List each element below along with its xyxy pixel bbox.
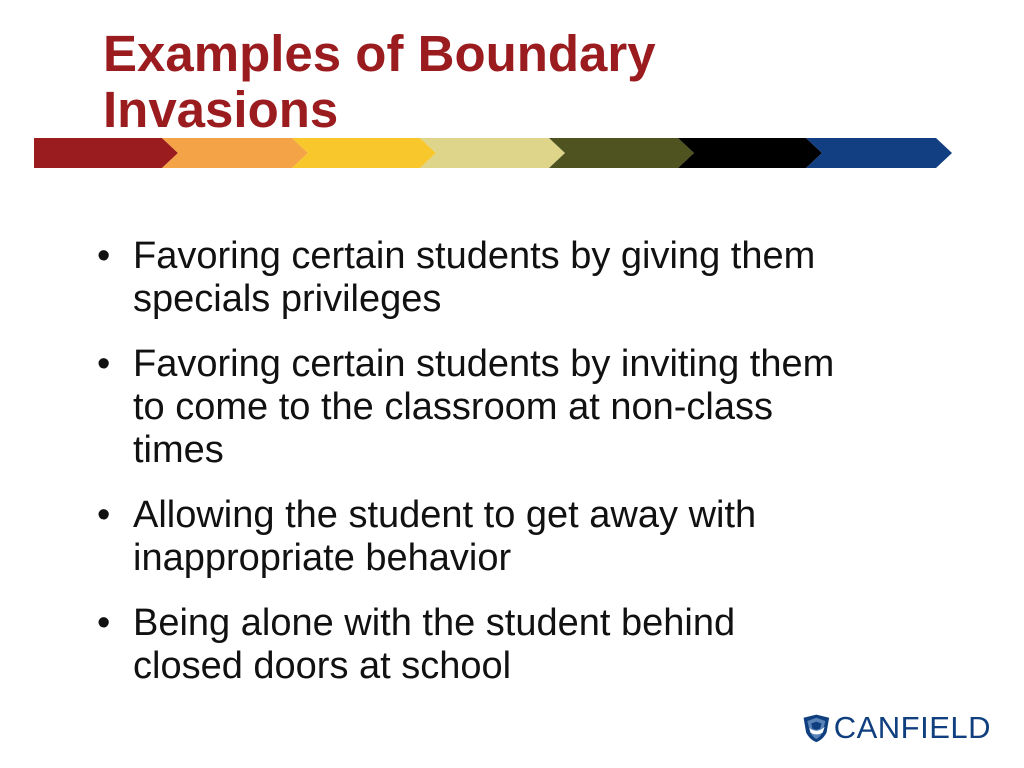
bullet-text-line: • Being alone with the student behind [133, 602, 736, 644]
bullet-text-line: specials privileges [133, 278, 442, 320]
slide-title [103, 26, 963, 138]
bullet-text-line: • Favoring certain students by inviting them [133, 343, 835, 385]
bullet-item [97, 602, 987, 688]
band-segment-1 [34, 138, 178, 168]
logo-text: CANFIELD [833, 710, 991, 745]
canfield-shield-logo-icon [801, 704, 832, 752]
slide-title-line-1: Examples of Boundary [103, 25, 656, 82]
bullet-text-line: to come to the classroom at non-class [133, 386, 773, 428]
bullet-text-line: inappropriate behavior [133, 537, 512, 579]
band-segment-6 [678, 138, 822, 168]
band-segment-4 [420, 138, 565, 168]
bullet-item [97, 235, 987, 321]
slide-title-line-2: Invasions [103, 81, 339, 138]
band-segment-7 [806, 138, 952, 168]
bullet-list [97, 235, 987, 710]
bullet-item [97, 343, 987, 472]
color-band-graphic [34, 138, 954, 168]
decorative-color-band [34, 138, 954, 168]
bullet-text-line: • Favoring certain students by giving them [133, 235, 816, 277]
bullet-text-line: closed doors at school [133, 645, 512, 687]
bullet-text-line: times [133, 429, 224, 471]
bullet-text-line: • Allowing the student to get away with [133, 494, 757, 536]
band-segment-2 [162, 138, 308, 168]
band-segment-5 [549, 138, 694, 168]
band-segment-3 [292, 138, 436, 168]
canfield-logo [801, 703, 991, 753]
bullet-item [97, 494, 987, 580]
